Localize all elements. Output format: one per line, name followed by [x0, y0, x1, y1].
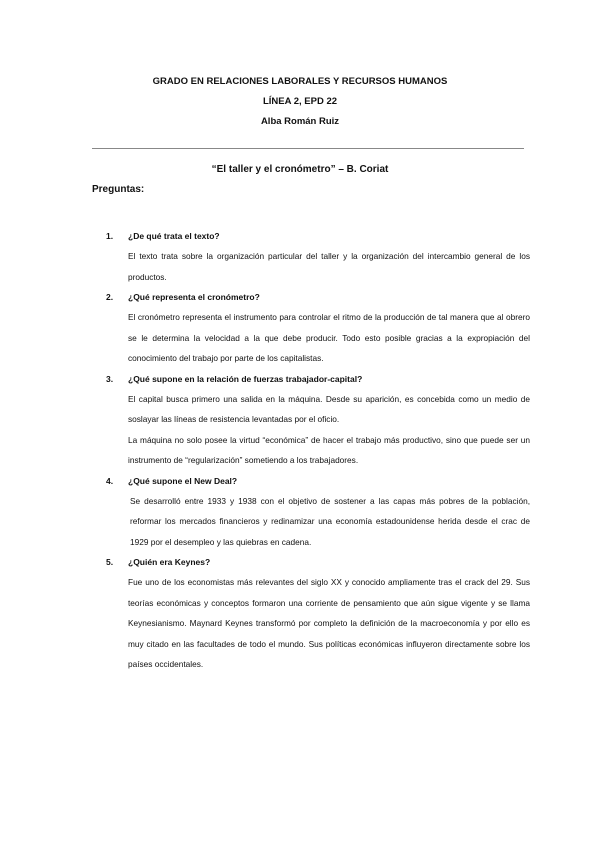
header-divider	[92, 148, 524, 149]
question-item	[106, 287, 530, 369]
answer-paragraph: El texto trata sobre la organización particular del taller y la organización del intercambio general de los productos.	[128, 251, 530, 282]
answer-paragraph: La máquina no solo posee la virtud “económica” de hacer el trabajo más productivo, sino que puede ser un instrumento de “regularización” sometiendo a los trabajadores.	[128, 434, 530, 465]
question-item	[106, 226, 530, 287]
question-title: ¿Qué supone el New Deal?	[128, 475, 238, 486]
answer-paragraph: El cronómetro representa el instrumento para controlar el ritmo de la producción de tal manera que al obrero se le determina la velocidad a la que debe producir. Todo esto posible gracias a la expropiación del conocimiento del trabajo por parte de los capitalistas.	[128, 312, 530, 363]
question-list	[106, 226, 530, 675]
question-number: 4.	[106, 475, 114, 486]
document-header	[0, 72, 600, 132]
answer-paragraph: Se desarrolló entre 1933 y 1938 con el objetivo de sostener a las capas más pobres de la población, reformar los mercados financieros y redinamizar una economía estadounidense herida desde el crac de 1929 por el desempleo y las quiebras en cadena.	[130, 495, 530, 547]
question-item	[106, 552, 530, 675]
course-line: LÍNEA 2, EPD 22	[262, 96, 338, 107]
question-title: ¿De qué trata el texto?	[128, 231, 220, 241]
question-item	[106, 369, 530, 471]
question-number: 1.	[106, 231, 114, 241]
question-number: 3.	[106, 373, 114, 384]
answer-paragraph: Fue uno de los economistas más relevantes del siglo XX y conocido ampliamente tras el crack del 29. Sus teorías económicas y conceptos formaron una corriente de pensamiento que aún sigue vigente y se llama Keynesianismo. Maynard Keynes transformó por completo la definición de la macroeconomía y por ello es muy citado en las facultades de todo el mundo. Sus políticas económicas influyeron directamente sobre los países occidentales.	[128, 577, 530, 669]
degree-title: GRADO EN RELACIONES LABORALES Y RECURSOS HUMANOS	[152, 76, 448, 87]
question-title: ¿Quién era Keynes?	[128, 557, 211, 567]
question-item	[106, 471, 530, 553]
answer-paragraph: El capital busca primero una salida en la máquina. Desde su aparición, es concebida como un medio de soslayar las líneas de resistencia levantadas por el oficio.	[128, 393, 530, 424]
author-name: Alba Román Ruiz	[260, 116, 340, 127]
question-title: ¿Qué supone en la relación de fuerzas trabajador-capital?	[128, 373, 363, 384]
question-title: ¿Qué representa el cronómetro?	[128, 292, 260, 302]
question-number: 2.	[106, 292, 114, 302]
question-number: 5.	[106, 557, 114, 567]
section-label: Preguntas:	[92, 184, 145, 195]
document-subtitle: “El taller y el cronómetro” – B. Coriat	[211, 164, 389, 175]
